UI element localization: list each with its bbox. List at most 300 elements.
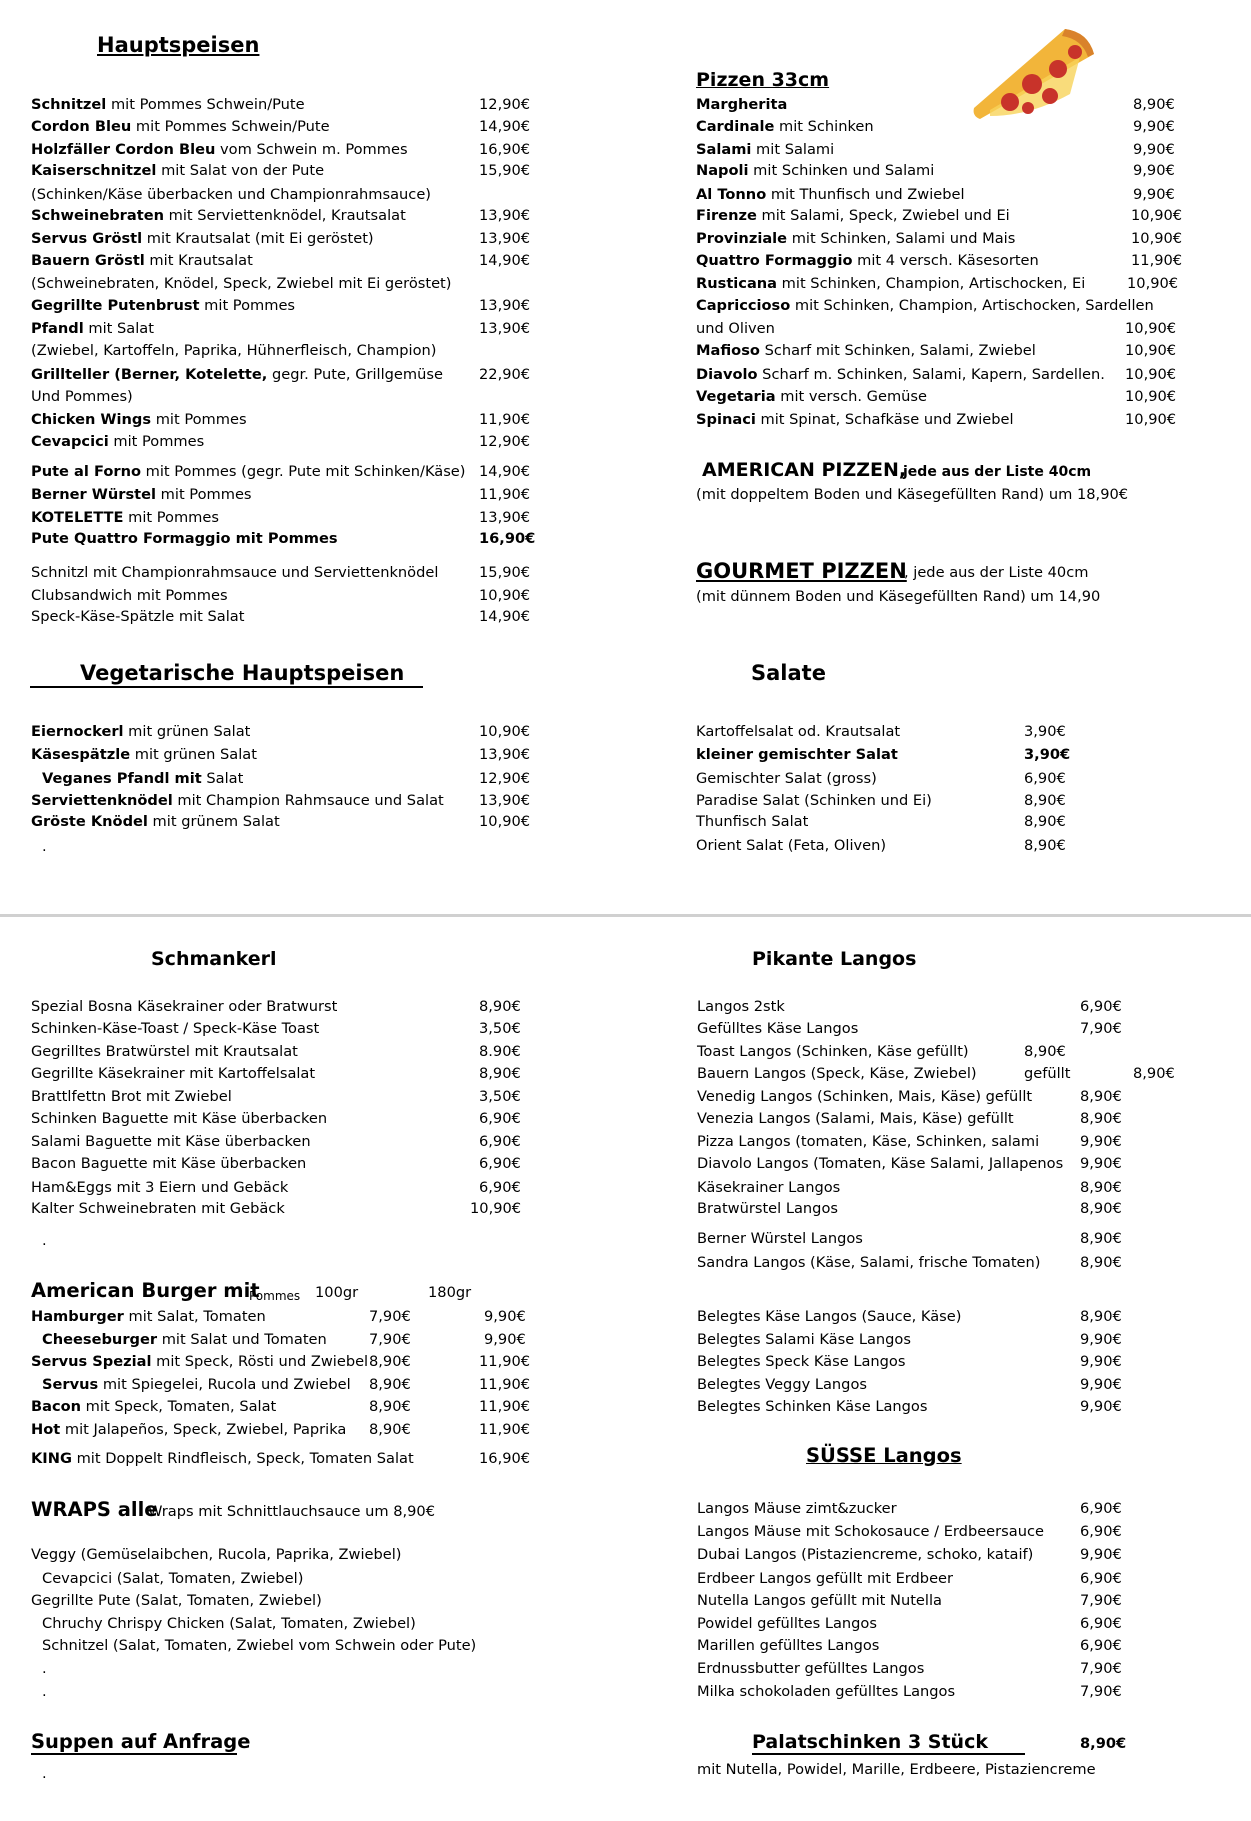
hauptspeisen-item-name: Bauern Gröstl	[31, 252, 145, 269]
langos-item-desc: Berner Würstel Langos	[697, 1230, 863, 1247]
pizza-item-price: 10,90€	[1127, 275, 1179, 292]
vegetarisch-item-desc: Salat	[201, 770, 244, 787]
burger-row	[42, 1331, 327, 1349]
burger-price-100: 8,90€	[369, 1353, 411, 1370]
pizza-row	[696, 186, 965, 204]
pizza-row	[696, 275, 1085, 293]
langos-item-desc: Toast Langos (Schinken, Käse gefüllt)	[697, 1043, 969, 1060]
burger-price-100: 8,90€	[369, 1421, 411, 1438]
hauptspeisen-item-desc: mit Salat	[83, 320, 154, 337]
burger-price-180: 9,90€	[484, 1331, 526, 1348]
langos-item-price: 9,90€	[1080, 1353, 1122, 1370]
hauptspeisen-item-desc: Speck-Käse-Spätzle mit Salat	[31, 608, 245, 625]
pizza-item-price: 9,90€	[1133, 162, 1175, 179]
pizza-item-desc: mit Thunfisch und Zwiebel	[766, 186, 965, 203]
wraps-item: Veggy (Gemüselaibchen, Rucola, Paprika, Zwiebel)	[31, 1546, 402, 1563]
hauptspeisen-item-name: Cevapcici	[31, 433, 109, 450]
suesse-item-price: 6,90€	[1080, 1500, 1122, 1517]
burger-price-180: 11,90€	[479, 1353, 531, 1370]
salate-item-price: 6,90€	[1024, 770, 1066, 787]
burger-price-100: 8,90€	[369, 1398, 411, 1415]
langos-item-extra: gefüllt	[1024, 1065, 1071, 1082]
hauptspeisen-item-name: Schweinebraten	[31, 207, 164, 224]
hauptspeisen-item-name: Grillteller (Berner, Kotelette,	[31, 366, 268, 383]
schmankerl-item-desc: Schinken-Käse-Toast / Speck-Käse Toast	[31, 1020, 320, 1037]
langos-item-price: 9,90€	[1080, 1133, 1122, 1150]
burger-title: American Burger mit	[31, 1279, 260, 1302]
hauptspeisen-item-desc: mit Salat von der Pute	[156, 162, 325, 179]
section-divider	[0, 914, 1251, 917]
schmankerl-item-price: 6,90€	[479, 1179, 521, 1196]
vegetarisch-row	[31, 792, 444, 810]
hauptspeisen-item-price: 14,90€	[479, 608, 531, 625]
vegetarisch-item-name: Veganes Pfandl mit	[42, 770, 202, 787]
schmankerl-item-desc: Schinken Baguette mit Käse überbacken	[31, 1110, 328, 1127]
hauptspeisen-item-desc: mit Pommes	[123, 509, 219, 526]
pizza-row	[696, 141, 834, 159]
schmankerl-item-price: 8.90€	[479, 1043, 521, 1060]
hauptspeisen-item-name: Pute al Forno	[31, 463, 141, 480]
hauptspeisen-item-desc: mit Krautsalat (mit Ei geröstet)	[142, 230, 374, 247]
pizza-item-price: 9,90€	[1133, 186, 1175, 203]
pizza-row	[696, 230, 1015, 248]
pizza-row	[696, 162, 934, 180]
vegetarisch-item-desc: mit grünen Salat	[130, 746, 257, 763]
hauptspeisen-item-name: Holzfäller Cordon Bleu	[31, 141, 216, 158]
hauptspeisen-row	[31, 486, 252, 504]
section-title-pikante-langos: Pikante Langos	[752, 948, 917, 970]
schmankerl-item-price: 6,90€	[479, 1133, 521, 1150]
salate-row	[696, 837, 886, 855]
hauptspeisen-item-desc: mit Pommes Schwein/Pute	[106, 96, 305, 113]
schmankerl-item-desc: Spezial Bosna Käsekrainer oder Bratwurst	[31, 998, 338, 1015]
hauptspeisen-row	[31, 530, 338, 548]
hauptspeisen-item-price: 22,90€	[479, 366, 531, 383]
pizza-row	[696, 297, 1154, 315]
suesse-item-price: 7,90€	[1080, 1683, 1122, 1700]
langos-item-price: 8,90€	[1080, 1088, 1122, 1105]
hauptspeisen-item-desc: vom Schwein m. Pommes	[215, 141, 408, 158]
hauptspeisen-row	[31, 608, 244, 626]
hauptspeisen-row	[31, 118, 330, 136]
langos-item-desc: Langos 2stk	[697, 998, 785, 1015]
langos-item-price: 8,90€	[1024, 1043, 1066, 1060]
pizza-item-name: Quattro Formaggio	[696, 252, 853, 269]
schmankerl-item-price: 10,90€	[470, 1200, 522, 1217]
section-title-pizzen: Pizzen 33cm	[696, 69, 830, 91]
hauptspeisen-item-price: 14,90€	[479, 118, 531, 135]
langos-item-desc: Käsekrainer Langos	[697, 1179, 841, 1196]
hauptspeisen-item-price: 11,90€	[479, 486, 531, 503]
hauptspeisen-item-desc: (Schweinebraten, Knödel, Speck, Zwiebel mit Ei geröstet)	[31, 275, 452, 292]
vegetarisch-item-price: 10,90€	[479, 723, 531, 740]
wraps-dot-1: .	[42, 1660, 47, 1677]
hauptspeisen-item-desc: mit Krautsalat	[144, 252, 253, 269]
langos-item-desc: Pizza Langos (tomaten, Käse, Schinken, salami	[697, 1133, 1040, 1150]
hauptspeisen-item-desc: mit Pommes	[108, 433, 205, 450]
hauptspeisen-row	[31, 230, 374, 248]
salate-item-price: 8,90€	[1024, 813, 1066, 830]
palatschinken-title: Palatschinken 3 Stück	[752, 1731, 988, 1753]
hauptspeisen-item-price: 14,90€	[479, 252, 531, 269]
suppen-underline	[31, 1753, 237, 1755]
burger-price-180: 11,90€	[479, 1398, 531, 1415]
langos-item-desc: Venedig Langos (Schinken, Mais, Käse) gefüllt	[697, 1088, 1033, 1105]
schmankerl-item-price: 8,90€	[479, 998, 521, 1015]
langos-item-desc: Gefülltes Käse Langos	[697, 1020, 859, 1037]
hauptspeisen-item-desc: mit Pommes Schwein/Pute	[131, 118, 330, 135]
hauptspeisen-row	[31, 207, 406, 225]
suesse-item-desc: Marillen gefülltes Langos	[697, 1637, 880, 1654]
langos-item-desc: Belegtes Veggy Langos	[697, 1376, 867, 1393]
hauptspeisen-item-desc: Schnitzl mit Championrahmsauce und Serviettenknödel	[31, 564, 439, 581]
gourmet-pizzen-title: GOURMET PIZZEN	[696, 559, 907, 583]
pizza-slice-icon	[970, 24, 1100, 124]
hauptspeisen-item-price: 13,90€	[479, 509, 531, 526]
schmankerl-item-price: 6,90€	[479, 1110, 521, 1127]
pizza-row	[696, 366, 1105, 384]
burger-row	[31, 1421, 346, 1439]
salate-item-desc: Thunfisch Salat	[696, 813, 809, 830]
hauptspeisen-item-desc: mit Pommes	[156, 486, 252, 503]
suesse-item-desc: Erdbeer Langos gefüllt mit Erdbeer	[697, 1570, 954, 1587]
pizza-row	[696, 388, 927, 406]
pizza-item-desc: mit Salami	[751, 141, 835, 158]
hauptspeisen-row	[31, 366, 443, 384]
langos-item-desc: Belegtes Speck Käse Langos	[697, 1353, 906, 1370]
palatschinken-desc: mit Nutella, Powidel, Marille, Erdbeere, Pistaziencreme	[697, 1761, 1096, 1778]
langos-item-price: 8,90€	[1080, 1230, 1122, 1247]
gourmet-pizzen-desc: (mit dünnem Boden und Käsegefüllten Rand) um 14,90	[696, 588, 1101, 605]
hauptspeisen-item-price: 15,90€	[479, 162, 531, 179]
wraps-subtitle: Wraps mit Schnittlauchsauce um 8,90€	[148, 1503, 435, 1520]
vegetarisch-item-price: 12,90€	[479, 770, 531, 787]
suesse-item-desc: Milka schokoladen gefülltes Langos	[697, 1683, 956, 1700]
salate-item-price: 8,90€	[1024, 792, 1066, 809]
schmankerl-item-desc: Gegrilltes Bratwürstel mit Krautsalat	[31, 1043, 298, 1060]
hauptspeisen-item-name: Servus Gröstl	[31, 230, 143, 247]
hauptspeisen-row	[31, 411, 247, 429]
hauptspeisen-item-desc: (Schinken/Käse überbacken und Championrahmsauce)	[31, 186, 432, 203]
hauptspeisen-item-desc: Und Pommes)	[31, 388, 133, 405]
hauptspeisen-item-price: 12,90€	[479, 433, 531, 450]
section-title-hauptspeisen: Hauptspeisen	[97, 33, 260, 57]
pizza-row	[696, 411, 1014, 429]
vegetarisch-item-name: Eiernockerl	[31, 723, 124, 740]
hauptspeisen-row	[31, 342, 436, 360]
burger-pommes: Pommes	[249, 1289, 301, 1303]
vegetarisch-item-desc: mit grünen Salat	[123, 723, 251, 740]
langos-item-price: 6,90€	[1080, 998, 1122, 1015]
burger-row	[31, 1308, 266, 1326]
burger-item-desc: mit Speck, Tomaten, Salat	[81, 1398, 277, 1415]
pizza-item-desc: und Oliven	[696, 320, 775, 337]
gourmet-pizzen-suffix: , jede aus der Liste 40cm	[904, 564, 1089, 581]
pizza-item-name: Al Tonno	[696, 186, 767, 203]
langos-item-desc: Bauern Langos (Speck, Käse, Zwiebel)	[697, 1065, 977, 1082]
pizza-item-price: 10,90€	[1125, 320, 1177, 337]
pizza-item-price: 8,90€	[1133, 96, 1175, 113]
hauptspeisen-item-desc: gegr. Pute, Grillgemüse	[267, 366, 443, 383]
burger-item-desc: mit Salat, Tomaten	[123, 1308, 266, 1325]
burger-row	[31, 1450, 414, 1468]
palatschinken-underline	[752, 1753, 1025, 1755]
wraps-item: Gegrillte Pute (Salat, Tomaten, Zwiebel)	[31, 1592, 322, 1609]
hauptspeisen-item-name: Kaiserschnitzel	[31, 162, 157, 179]
hauptspeisen-item-price: 14,90€	[479, 463, 531, 480]
burger-item-desc: mit Doppelt Rindfleisch, Speck, Tomaten Salat	[71, 1450, 414, 1467]
burger-price-100: 7,90€	[369, 1331, 411, 1348]
section-title-vegetarisch: Vegetarische Hauptspeisen	[80, 661, 405, 685]
salate-item-desc: Gemischter Salat (gross)	[696, 770, 877, 787]
burger-row	[42, 1376, 351, 1394]
pizza-row	[696, 207, 1010, 225]
langos-item-price: 9,90€	[1080, 1376, 1122, 1393]
salate-row	[696, 792, 932, 810]
hauptspeisen-item-name: Gegrillte Putenbrust	[31, 297, 200, 314]
wraps-dot-2: .	[42, 1683, 47, 1700]
hauptspeisen-row	[31, 463, 465, 481]
suesse-item-price: 9,90€	[1080, 1546, 1122, 1563]
pizza-item-price: 9,90€	[1133, 118, 1175, 135]
suesse-item-desc: Langos Mäuse mit Schokosauce / Erdbeersauce	[697, 1523, 1044, 1540]
hauptspeisen-item-price: 13,90€	[479, 207, 531, 224]
langos-item-price: 8,90€	[1080, 1179, 1122, 1196]
american-pizzen-desc: (mit doppeltem Boden und Käsegefüllten Rand) um 18,90€	[696, 486, 1129, 503]
hauptspeisen-item-price: 15,90€	[479, 564, 531, 581]
langos-item-desc: Belegtes Salami Käse Langos	[697, 1331, 911, 1348]
burger-item-name: Hot	[31, 1421, 61, 1438]
vegetarisch-item-name: Gröste Knödel	[31, 813, 148, 830]
hauptspeisen-item-price: 11,90€	[479, 411, 531, 428]
salate-item-price: 8,90€	[1024, 837, 1066, 854]
burger-price-100: 8,90€	[369, 1376, 411, 1393]
schmankerl-item-desc: Brattlfettn Brot mit Zwiebel	[31, 1088, 232, 1105]
suppen-dot: .	[42, 1765, 47, 1782]
salate-item-desc: Paradise Salat (Schinken und Ei)	[696, 792, 932, 809]
hauptspeisen-row	[31, 433, 204, 451]
vegetarisch-item-desc: mit Champion Rahmsauce und Salat	[172, 792, 444, 809]
pizza-item-name: Rusticana	[696, 275, 778, 292]
langos-item-desc: Venezia Langos (Salami, Mais, Käse) gefüllt	[697, 1110, 1014, 1127]
hauptspeisen-row	[31, 320, 154, 338]
pizza-row	[696, 252, 1039, 270]
hauptspeisen-item-price: 13,90€	[479, 320, 531, 337]
schmankerl-item-price: 3,50€	[479, 1088, 521, 1105]
schmankerl-item-price: 6,90€	[479, 1155, 521, 1172]
suesse-item-price: 6,90€	[1080, 1570, 1122, 1587]
suesse-item-price: 6,90€	[1080, 1615, 1122, 1632]
pizza-item-desc: mit versch. Gemüse	[775, 388, 927, 405]
pizza-row	[696, 96, 787, 114]
pizza-item-desc: Scharf mit Schinken, Salami, Zwiebel	[759, 342, 1036, 359]
hauptspeisen-item-name: Pute Quattro Formaggio mit Pommes	[31, 530, 338, 547]
langos-item-price: 9,90€	[1080, 1155, 1122, 1172]
langos-item-price: 8,90€	[1080, 1200, 1122, 1217]
pizza-item-desc: mit Schinken, Champion, Artischocken, Ei	[777, 275, 1086, 292]
pizza-item-desc: mit Schinken	[774, 118, 874, 135]
salate-row	[696, 813, 808, 831]
suesse-item-desc: Powidel gefülltes Langos	[697, 1615, 877, 1632]
burger-item-name: Servus Spezial	[31, 1353, 152, 1370]
langos-item-price: 7,90€	[1080, 1020, 1122, 1037]
hauptspeisen-row	[31, 297, 295, 315]
pizza-item-name: Vegetaria	[696, 388, 776, 405]
suesse-item-desc: Erdnussbutter gefülltes Langos	[697, 1660, 925, 1677]
vegetarisch-item-name: Serviettenknödel	[31, 792, 173, 809]
wraps-title: WRAPS alle	[31, 1498, 158, 1521]
pizza-item-name: Margherita	[696, 96, 788, 113]
hauptspeisen-row	[31, 252, 253, 270]
langos-item-desc: Belegtes Käse Langos (Sauce, Käse)	[697, 1308, 962, 1325]
burger-price-180: 9,90€	[484, 1308, 526, 1325]
burger-item-desc: mit Spiegelei, Rucola und Zwiebel	[98, 1376, 351, 1393]
hauptspeisen-row	[31, 587, 228, 605]
hauptspeisen-item-price: 13,90€	[479, 297, 531, 314]
pizza-item-desc: Scharf m. Schinken, Salami, Kapern, Sardellen.	[757, 366, 1105, 383]
schmankerl-item-desc: Kalter Schweinebraten mit Gebäck	[31, 1200, 285, 1217]
langos-item-price: 8,90€	[1080, 1308, 1122, 1325]
hauptspeisen-item-price: 10,90€	[479, 587, 531, 604]
hauptspeisen-row	[31, 564, 438, 582]
salate-item-price: 3,90€	[1024, 723, 1066, 740]
burger-item-name: Servus	[42, 1376, 99, 1393]
schmankerl-item-desc: Ham&Eggs mit 3 Eiern und Gebäck	[31, 1179, 289, 1196]
langos-item-desc: Belegtes Schinken Käse Langos	[697, 1398, 928, 1415]
hauptspeisen-item-desc: (Zwiebel, Kartoffeln, Paprika, Hühnerfleisch, Champion)	[31, 342, 437, 359]
pizza-item-price: 9,90€	[1133, 141, 1175, 158]
pizza-item-name: Firenze	[696, 207, 757, 224]
salate-item-desc: Orient Salat (Feta, Oliven)	[696, 837, 887, 854]
section-title-schmankerl: Schmankerl	[151, 948, 277, 970]
suesse-item-price: 6,90€	[1080, 1637, 1122, 1654]
pizza-item-name: Cardinale	[696, 118, 775, 135]
schmankerl-item-price: 3,50€	[479, 1020, 521, 1037]
burger-item-name: KING	[31, 1450, 72, 1467]
langos-item-desc: Bratwürstel Langos	[697, 1200, 838, 1217]
wraps-item: Cevapcici (Salat, Tomaten, Zwiebel)	[42, 1570, 304, 1587]
schmankerl-item-price: 8,90€	[479, 1065, 521, 1082]
burger-price-180: 11,90€	[479, 1376, 531, 1393]
vegetarisch-row	[31, 746, 257, 764]
burger-price-180: 16,90€	[479, 1450, 531, 1467]
langos-item-price: 9,90€	[1080, 1398, 1122, 1415]
burger-item-name: Bacon	[31, 1398, 82, 1415]
suesse-item-desc: Langos Mäuse zimt&zucker	[697, 1500, 897, 1517]
langos-item-price: 8,90€	[1080, 1110, 1122, 1127]
pizza-row	[696, 320, 775, 338]
pizza-item-name: Napoli	[696, 162, 749, 179]
burger-size-180: 180gr	[428, 1284, 472, 1301]
pizza-item-desc: mit Spinat, Schafkäse und Zwiebel	[755, 411, 1014, 428]
hauptspeisen-item-price: 12,90€	[479, 96, 531, 113]
burger-item-desc: mit Jalapeños, Speck, Zwiebel, Paprika	[60, 1421, 347, 1438]
pizza-item-name: Provinziale	[696, 230, 788, 247]
suesse-item-price: 6,90€	[1080, 1523, 1122, 1540]
pizza-item-desc: mit Schinken, Salami und Mais	[787, 230, 1016, 247]
suesse-item-price: 7,90€	[1080, 1660, 1122, 1677]
pizza-item-price: 10,90€	[1125, 411, 1177, 428]
salate-item-desc: Kartoffelsalat od. Krautsalat	[696, 723, 901, 740]
pizza-item-desc: mit 4 versch. Käsesorten	[852, 252, 1039, 269]
hauptspeisen-item-desc: mit Pommes	[199, 297, 296, 314]
american-pizzen-suffix: jede aus der Liste 40cm	[903, 464, 1092, 480]
pizza-item-price: 11,90€	[1131, 252, 1183, 269]
suesse-item-desc: Nutella Langos gefüllt mit Nutella	[697, 1592, 942, 1609]
langos-item-desc: Diavolo Langos (Tomaten, Käse Salami, Jallapenos	[697, 1155, 1064, 1172]
burger-item-desc: mit Salat und Tomaten	[157, 1331, 327, 1348]
hauptspeisen-row	[31, 388, 133, 406]
american-pizzen-title: AMERICAN PIZZEN,	[702, 459, 907, 481]
vegetarisch-item-price: 13,90€	[479, 792, 531, 809]
pizza-item-name: Capriccioso	[696, 297, 791, 314]
vegetarisch-item-price: 13,90€	[479, 746, 531, 763]
hauptspeisen-item-desc: mit Pommes	[151, 411, 247, 428]
pizza-item-price: 10,90€	[1125, 366, 1177, 383]
vegetarisch-row	[42, 770, 243, 788]
hauptspeisen-item-price: 13,90€	[479, 230, 531, 247]
langos-item-price: 8,90€	[1080, 1254, 1122, 1271]
burger-price-100: 7,90€	[369, 1308, 411, 1325]
hauptspeisen-item-name: KOTELETTE	[31, 509, 124, 526]
schmankerl-item-desc: Salami Baguette mit Käse überbacken	[31, 1133, 311, 1150]
vegetarisch-row	[31, 723, 250, 741]
hauptspeisen-row	[31, 96, 305, 114]
section-title-suesse-langos: SÜSSE Langos	[806, 1444, 962, 1467]
pizza-item-price: 10,90€	[1125, 342, 1177, 359]
schmankerl-dot: .	[42, 1232, 47, 1249]
hauptspeisen-item-desc: Clubsandwich mit Pommes	[31, 587, 228, 604]
schmankerl-item-desc: Gegrillte Käsekrainer mit Kartoffelsalat	[31, 1065, 316, 1082]
palatschinken-price: 8,90€	[1080, 1735, 1127, 1752]
burger-item-desc: mit Speck, Rösti und Zwiebel	[151, 1353, 369, 1370]
burger-size-100: 100gr	[315, 1284, 359, 1301]
pizza-row	[696, 342, 1036, 360]
pizza-row	[696, 118, 874, 136]
salate-row	[696, 723, 900, 741]
hauptspeisen-row	[31, 186, 431, 204]
hauptspeisen-item-price: 16,90€	[479, 530, 536, 547]
pizza-item-name: Mafioso	[696, 342, 760, 359]
hauptspeisen-row	[31, 162, 324, 180]
salate-item-price: 3,90€	[1024, 746, 1071, 763]
hauptspeisen-item-name: Pfandl	[31, 320, 84, 337]
section-title-salate: Salate	[751, 661, 826, 685]
hauptspeisen-item-name: Chicken Wings	[31, 411, 152, 428]
pizza-item-price: 10,90€	[1131, 230, 1183, 247]
burger-item-name: Cheeseburger	[42, 1331, 158, 1348]
hauptspeisen-item-desc: mit Pommes (gegr. Pute mit Schinken/Käse)	[141, 463, 466, 480]
salate-row	[696, 770, 877, 788]
langos-item-price: 8,90€	[1133, 1065, 1175, 1082]
pizza-item-desc: mit Schinken und Salami	[748, 162, 935, 179]
langos-item-price: 9,90€	[1080, 1331, 1122, 1348]
vegetarisch-item-desc: mit grünem Salat	[147, 813, 280, 830]
pizza-item-price: 10,90€	[1131, 207, 1183, 224]
pizza-item-desc: mit Schinken, Champion, Artischocken, Sardellen	[790, 297, 1154, 314]
hauptspeisen-row	[31, 509, 219, 527]
burger-item-name: Hamburger	[31, 1308, 124, 1325]
salate-row	[696, 746, 898, 764]
hauptspeisen-item-name: Schnitzel	[31, 96, 107, 113]
burger-price-180: 11,90€	[479, 1421, 531, 1438]
suesse-item-price: 7,90€	[1080, 1592, 1122, 1609]
schmankerl-item-desc: Bacon Baguette mit Käse überbacken	[31, 1155, 307, 1172]
hauptspeisen-item-name: Cordon Bleu	[31, 118, 132, 135]
burger-row	[31, 1398, 276, 1416]
hauptspeisen-item-name: Berner Würstel	[31, 486, 157, 503]
pizza-item-desc: mit Salami, Speck, Zwiebel und Ei	[756, 207, 1010, 224]
